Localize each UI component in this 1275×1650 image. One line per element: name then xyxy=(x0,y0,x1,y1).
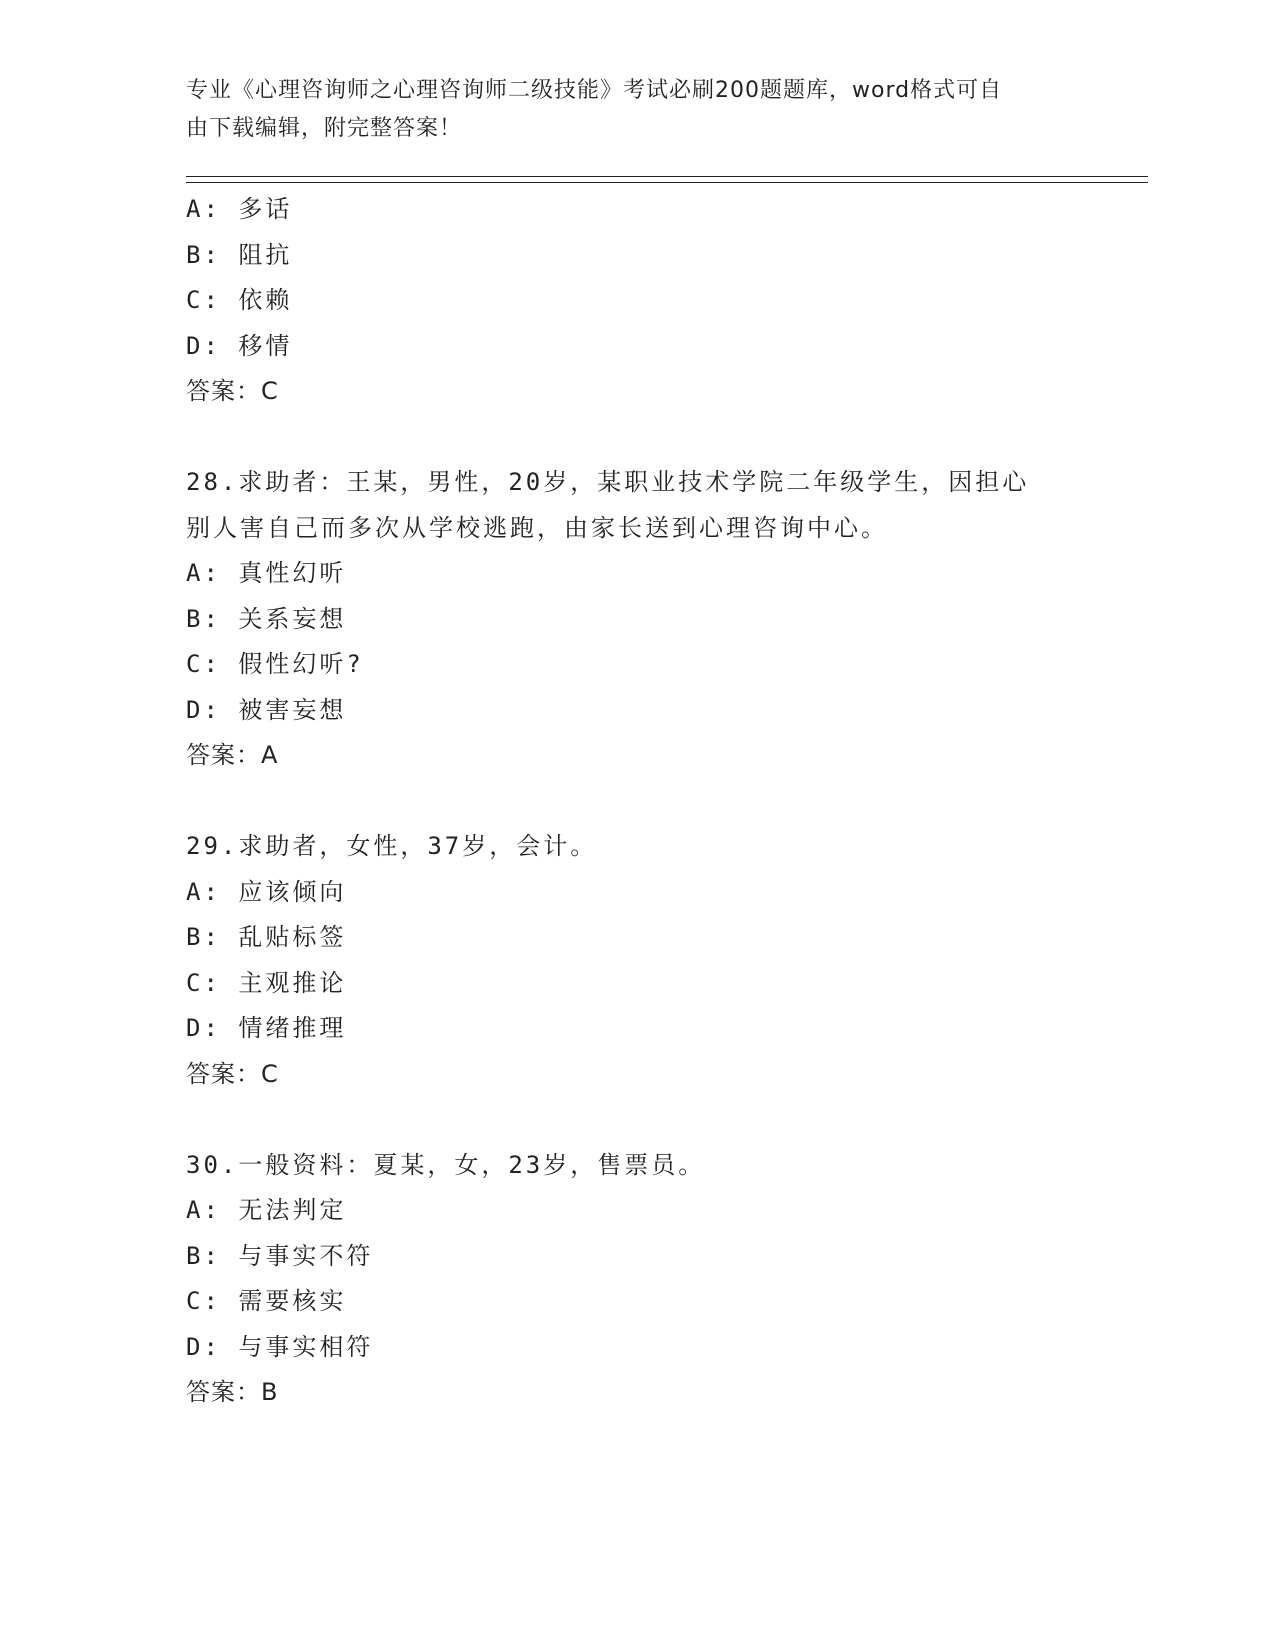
question-text-continued: 别人害自己而多次从学校逃跑，由家长送到心理咨询中心。 xyxy=(186,513,888,542)
option-a: A: 真性幻听 xyxy=(186,559,347,587)
answer-label: 答案：C xyxy=(186,1059,279,1088)
question-block-28 xyxy=(186,460,1148,779)
option-c: C: 依赖 xyxy=(186,286,293,314)
answer-label: 答案：B xyxy=(186,1378,279,1406)
question-block-27 xyxy=(186,187,1148,415)
question-list xyxy=(186,187,1148,1416)
question-block-30 xyxy=(186,1143,1148,1416)
option-a: A: 多话 xyxy=(186,195,293,223)
option-c: C: 需要核实 xyxy=(186,1287,347,1315)
question-text: 28.求助者：王某，男性，20岁，某职业技术学院二年级学生，因担心 xyxy=(186,468,1030,496)
option-d: D: 与事实相符 xyxy=(186,1332,374,1361)
question-block-29 xyxy=(186,824,1148,1097)
option-c: C: 主观推论 xyxy=(186,968,347,997)
option-b: B: 阻抗 xyxy=(186,240,293,269)
question-text: 29.求助者，女性，37岁，会计。 xyxy=(186,832,598,860)
option-d: D: 移情 xyxy=(186,331,293,360)
answer-label: 答案：C xyxy=(186,377,279,405)
header-divider-bottom xyxy=(186,182,1148,183)
header-divider-top xyxy=(186,176,1148,177)
option-b: B: 与事实不符 xyxy=(186,1241,374,1270)
option-c: C: 假性幻听? xyxy=(186,650,364,678)
option-a: A: 应该倾向 xyxy=(186,877,347,906)
option-b: B: 乱贴标签 xyxy=(186,923,347,951)
question-text: 30.一般资料：夏某，女，23岁，售票员。 xyxy=(186,1150,706,1179)
header-line-2: 由下载编辑，附完整答案！ xyxy=(186,116,463,141)
option-b: B: 关系妄想 xyxy=(186,604,347,633)
document-header xyxy=(186,72,1066,148)
option-a: A: 无法判定 xyxy=(186,1196,347,1224)
answer-label: 答案：A xyxy=(186,741,279,769)
option-d: D: 情绪推理 xyxy=(186,1014,347,1042)
header-line-1: 专业《心理咨询师之心理咨询师二级技能》考试必刷200题题库，word格式可自 xyxy=(186,78,1003,103)
option-d: D: 被害妄想 xyxy=(186,695,347,724)
